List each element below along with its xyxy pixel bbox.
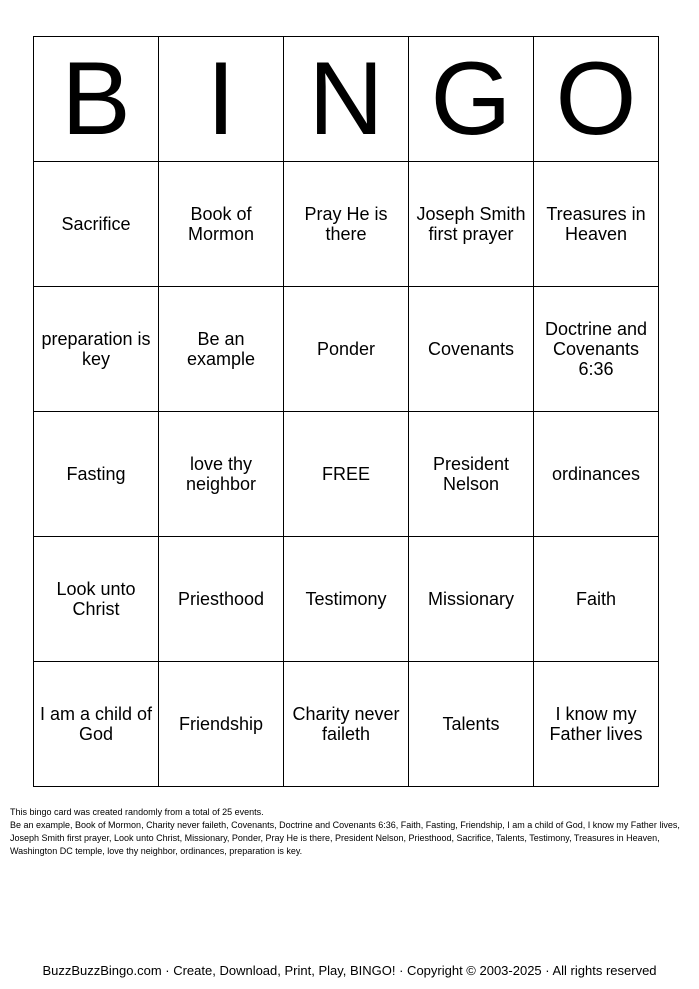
bingo-cell: Friendship — [159, 662, 284, 787]
bingo-cell: Faith — [534, 537, 659, 662]
bingo-card — [33, 36, 659, 787]
grid-row — [34, 287, 659, 412]
site-footer: BuzzBuzzBingo.com · Create, Download, Print, Play, BINGO! · Copyright © 2003-2025 · All rights reserved — [42, 963, 657, 978]
bingo-cell: Priesthood — [159, 537, 284, 662]
grid-row — [34, 662, 659, 787]
bingo-cell: Missionary — [409, 537, 534, 662]
bingo-cell: Treasures in Heaven — [534, 162, 659, 287]
bingo-cell: Book of Mormon — [159, 162, 284, 287]
bingo-cell: Testimony — [284, 537, 409, 662]
header-letter-b: B — [34, 37, 159, 162]
bingo-cell: Sacrifice — [34, 162, 159, 287]
header-letter-n: N — [284, 37, 409, 162]
bingo-cell: Joseph Smith first prayer — [409, 162, 534, 287]
bingo-cell: Talents — [409, 662, 534, 787]
bingo-cell: Covenants — [409, 287, 534, 412]
bingo-cell: Charity never faileth — [284, 662, 409, 787]
bingo-cell: Ponder — [284, 287, 409, 412]
bingo-cell: Be an example — [159, 287, 284, 412]
card-info-events: Be an example, Book of Mormon, Charity never faileth, Covenants, Doctrine and Covenants 6:36, Faith, Fasting, Friendship, I am a child of God, I know my Father lives, Joseph Smith first prayer, Look unto Christ, Missionary, Ponder, Pray He is there, President Nelson, Priesthood, Sacrifice, Talents, Testimony, Treasures in Heaven, Washington DC temple, love thy neighbor, ordinances, preparation is key. — [10, 820, 680, 856]
bingo-cell: President Nelson — [409, 412, 534, 537]
header-row — [34, 37, 659, 162]
header-letter-i: I — [159, 37, 284, 162]
bingo-cell: I know my Father lives — [534, 662, 659, 787]
grid-row — [34, 412, 659, 537]
free-space-cell: FREE — [284, 412, 409, 537]
card-info — [10, 806, 690, 858]
bingo-cell: Look unto Christ — [34, 537, 159, 662]
bingo-cell: ordinances — [534, 412, 659, 537]
bingo-cell: Pray He is there — [284, 162, 409, 287]
bingo-cell: Fasting — [34, 412, 159, 537]
bingo-cell: I am a child of God — [34, 662, 159, 787]
grid-row — [34, 162, 659, 287]
bingo-cell: Doctrine and Covenants 6:36 — [534, 287, 659, 412]
card-info-summary: This bingo card was created randomly from a total of 25 events. — [10, 807, 264, 817]
header-letter-g: G — [409, 37, 534, 162]
bingo-cell: love thy neighbor — [159, 412, 284, 537]
header-letter-o: O — [534, 37, 659, 162]
grid-row — [34, 537, 659, 662]
bingo-cell: preparation is key — [34, 287, 159, 412]
